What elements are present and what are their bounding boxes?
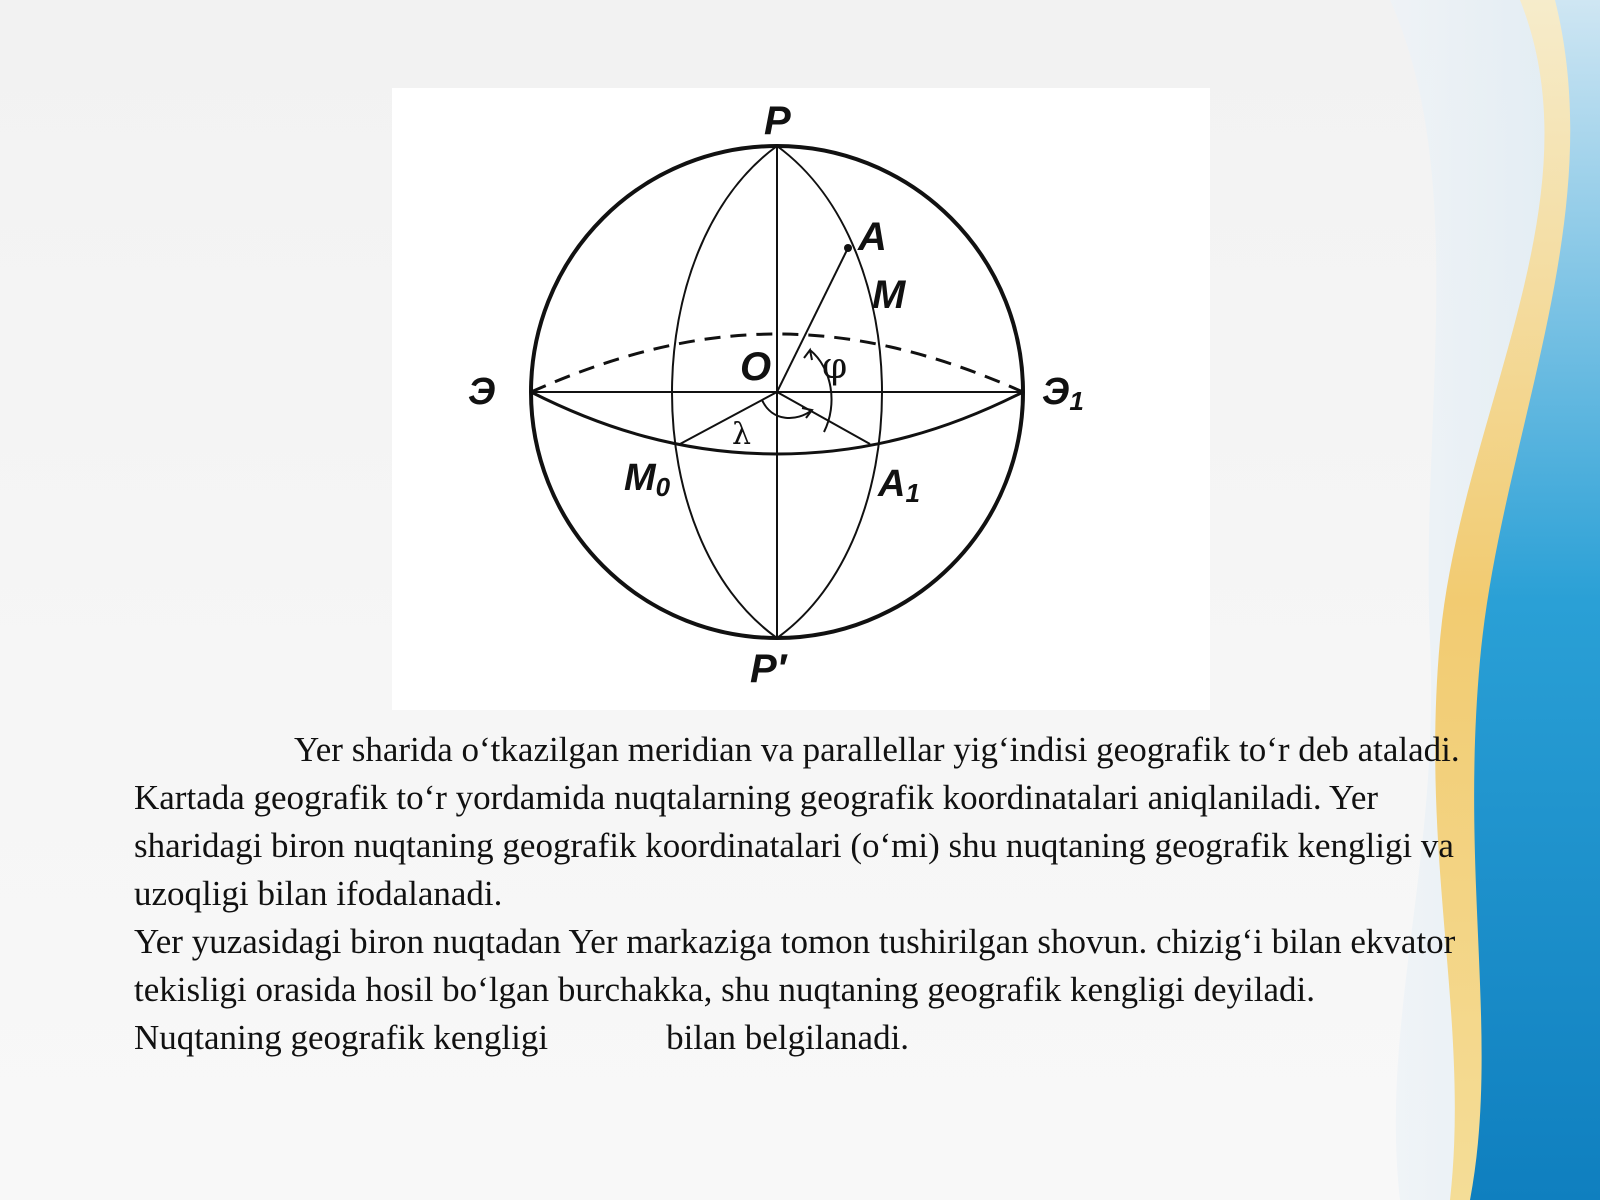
label-south-pole: P′ xyxy=(750,647,787,691)
label-center-o: O xyxy=(740,345,772,389)
label-latitude-phi: φ xyxy=(822,346,848,387)
latitude-arrow xyxy=(804,350,812,360)
point-a-dot xyxy=(844,244,852,252)
label-meridian-zero xyxy=(624,457,671,502)
geographic-grid-figure xyxy=(392,88,1210,710)
label-equator-right-main: Э xyxy=(1042,371,1070,413)
label-north-pole: P xyxy=(764,99,791,143)
label-equator-right xyxy=(1042,371,1084,416)
label-equator-left: Э xyxy=(468,371,496,413)
label-point-a1 xyxy=(877,463,920,508)
label-meridian-m: M xyxy=(872,273,906,317)
label-point-a1-sub: 1 xyxy=(905,478,920,508)
paragraph-2-text-part2: bilan belgilanadi. xyxy=(666,1018,910,1057)
paragraph-geographic-grid xyxy=(134,726,1464,918)
paragraph-1-text: Yer sharida o‘tkazilgan meridian va parallellar yig‘indisi geografik to‘r deb ataladi. Kartada geografik to‘r yordamida nuqtalarning geografik koordinatalari aniqlaniladi. Yer sharidagi biron nuqtaning geografik koordinatalari (o‘mi) shu nuqtaning geografik kengligi va uzoqligi bilan ifodalanadi. xyxy=(134,730,1460,913)
label-point-a: A xyxy=(858,215,887,259)
sphere-diagram xyxy=(392,88,1210,710)
label-meridian-zero-main: M xyxy=(624,457,656,499)
label-longitude-lambda: λ xyxy=(732,417,752,452)
paragraph-2-text-part1: Yer yuzasidagi biron nuqtadan Yer markaziga tomon tushirilgan shovun. chizig‘i bilan ekvator tekisligi orasida hosil bo‘lgan burchakka, shu nuqtaning geografik kengligi deyiladi. Nuqtaning geografik kengligi xyxy=(134,922,1456,1057)
body-text xyxy=(134,726,1464,1062)
paragraph-latitude-definition xyxy=(134,918,1464,1062)
label-equator-right-sub: 1 xyxy=(1069,386,1084,416)
label-point-a1-main: A xyxy=(878,463,906,505)
label-meridian-zero-sub: 0 xyxy=(655,472,671,502)
